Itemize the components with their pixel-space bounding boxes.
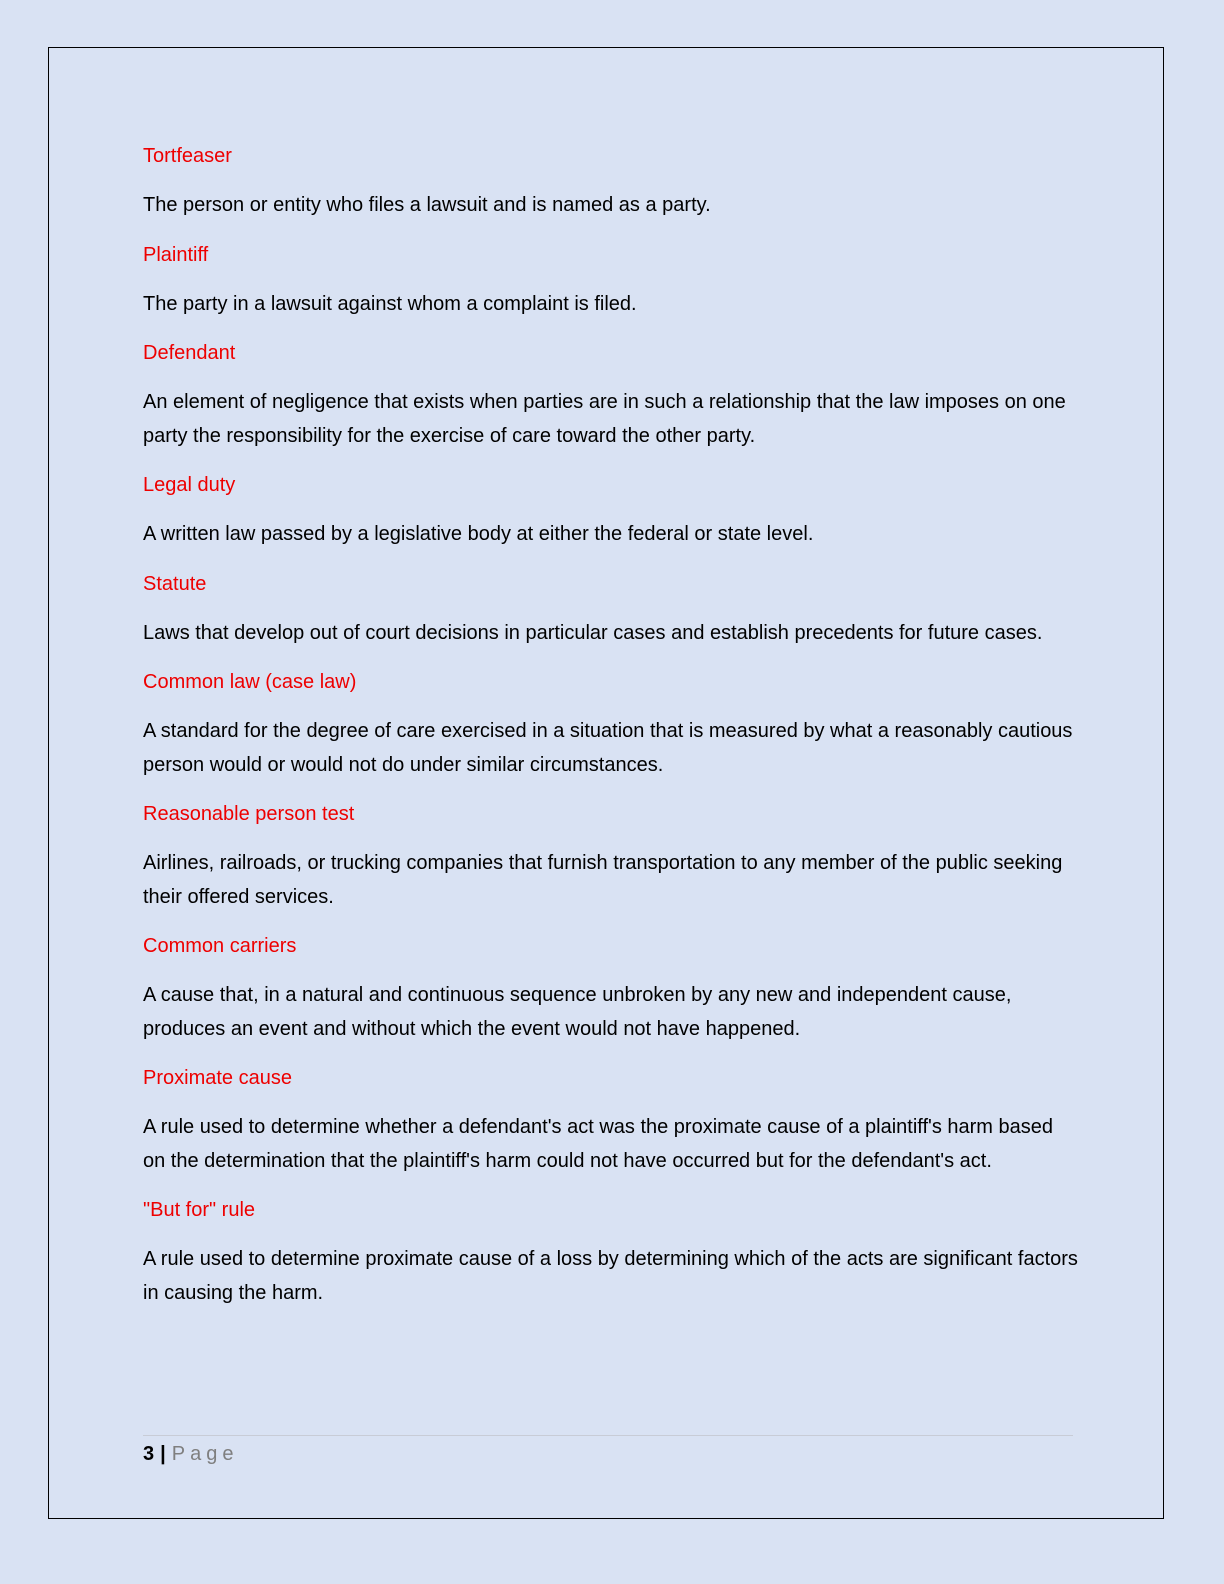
entry-term: Common carriers [143,935,297,957]
footer-divider [143,1435,1073,1436]
glossary-entry [143,239,1078,322]
glossary-entry [143,337,1078,453]
glossary-entry [143,930,1078,1046]
glossary-entry [143,1062,1078,1178]
glossary-entry [143,469,1078,552]
entry-definition: A rule used to determine proximate cause of a loss by determining which of the acts are significant factors in causing the harm. [143,1248,1078,1304]
glossary-entry [143,140,1078,223]
entry-definition: A cause that, in a natural and continuous sequence unbroken by any new and independent cause, produces an event and without which the event would not have happened. [143,984,1012,1040]
entry-term: Reasonable person test [143,803,355,825]
entry-definition: A written law passed by a legislative body at either the federal or state level. [143,523,814,545]
glossary-entry [143,798,1078,914]
page-number: 3 [143,1443,155,1465]
page-separator: | [160,1443,166,1465]
page-footer [143,1441,238,1467]
entry-term: Tortfeaser [143,145,232,167]
entry-definition: A rule used to determine whether a defendant's act was the proximate cause of a plaintiff's harm based on the determination that the plaintiff's harm could not have occurred but for the defendant's act. [143,1116,1054,1172]
entry-term: Defendant [143,342,236,364]
entry-definition: The party in a lawsuit against whom a complaint is filed. [143,292,637,315]
entry-definition: An element of negligence that exists when parties are in such a relationship that the law imposes on one party the responsibility for the exercise of care toward the other party. [143,391,1066,447]
entry-definition: Airlines, railroads, or trucking companies that furnish transportation to any member of the public seeking their offered services. [143,852,1063,908]
glossary-entry [143,1194,1078,1310]
entry-term: "But for" rule [143,1199,256,1221]
glossary-content [143,140,1078,1326]
entry-term: Plaintiff [143,243,209,266]
entry-definition: The person or entity who files a lawsuit and is named as a party. [143,194,711,216]
entry-definition: Laws that develop out of court decisions in particular cases and establish precedents for future cases. [143,621,1043,644]
entry-term: Proximate cause [143,1067,292,1089]
entry-term: Legal duty [143,474,236,496]
page-word: Page [171,1443,239,1465]
glossary-entry [143,666,1078,782]
entry-term: Statute [143,572,207,595]
entry-definition: A standard for the degree of care exercised in a situation that is measured by what a reasonably cautious person would or would not do under similar circumstances. [143,720,1073,776]
entry-term: Common law (case law) [143,671,357,693]
glossary-entry [143,568,1078,651]
